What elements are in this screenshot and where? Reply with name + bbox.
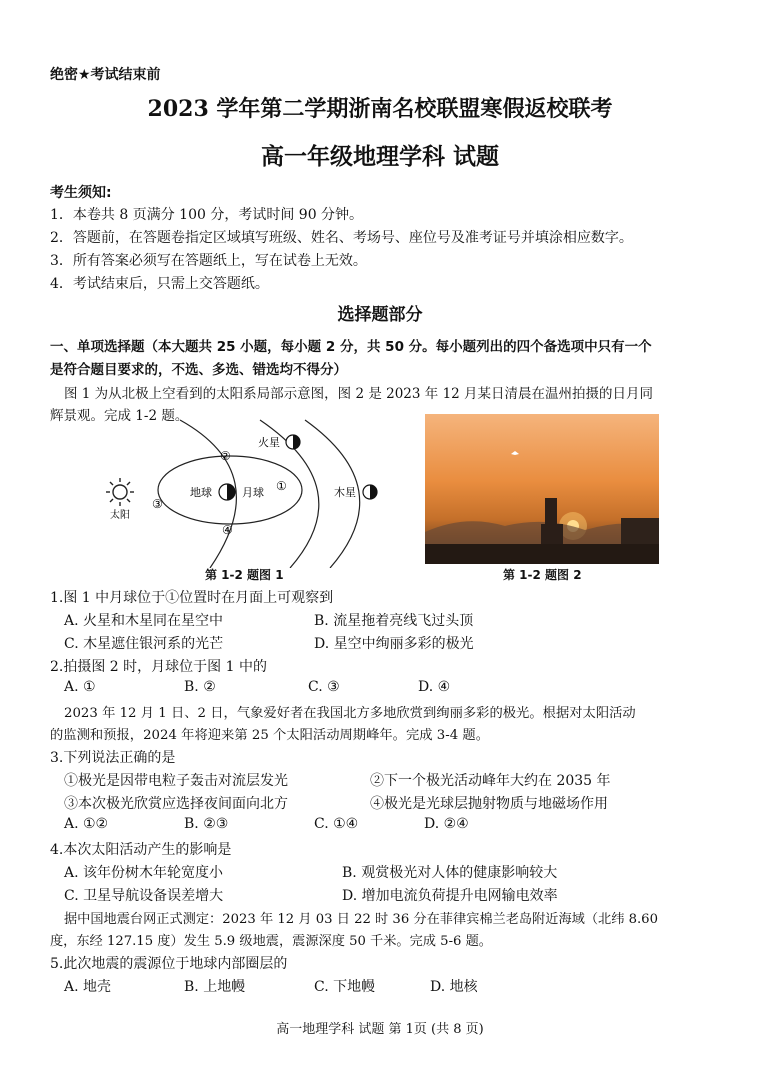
- figure1-caption: 第 1-2 题图 1: [205, 568, 284, 582]
- q2-option-d: D. ④: [418, 679, 451, 695]
- earth-icon: [219, 484, 235, 500]
- q2-option-b: B. ②: [184, 679, 216, 695]
- q3-statement-1: ①极光是因带电粒子轰击对流层发光: [64, 773, 288, 789]
- moon-label: 月球: [242, 486, 264, 499]
- jupiter-label: 木星: [334, 486, 356, 499]
- q4-option-d: D. 增加电流负荷提升电网输电效率: [342, 888, 558, 904]
- q5-option-a: A. 地壳: [64, 979, 112, 995]
- position-2-label: ②: [220, 449, 231, 463]
- position-4-label: ④: [222, 523, 233, 537]
- figure2-caption: 第 1-2 题图 2: [503, 568, 582, 582]
- question-2: 2.拍摄图 2 时，月球位于图 1 中的: [50, 659, 267, 675]
- intro-1-2: 图 1 为从北极上空看到的太阳系局部示意图，图 2 是 2023 年 12 月某日清晨在温州拍摄的日月同: [64, 386, 654, 402]
- q1-option-b: B. 流星拖着亮线飞过头顶: [314, 613, 474, 629]
- secret-label: 绝密★考试结束前: [50, 67, 161, 83]
- q4-option-b: B. 观赏极光对人体的健康影响较大: [342, 865, 558, 881]
- notice-item: 3．所有答案必须写在答题纸上，写在试卷上无效。: [50, 253, 367, 269]
- question-3: 3.下列说法正确的是: [50, 750, 176, 766]
- position-1-label: ①: [276, 479, 287, 493]
- intro-5-6-cont: 度，东经 127.15 度）发生 5.9 级地震，震源深度 50 千米。完成 5-6 题。: [50, 934, 492, 949]
- solar-system-diagram: [100, 418, 400, 568]
- intro-1-2-cont: 辉景观。完成 1-2 题。: [50, 408, 189, 424]
- q5-option-b: B. 上地幔: [184, 979, 246, 995]
- intro-5-6: 据中国地震台网正式测定：2023 年 12 月 03 日 22 时 36 分在菲律宾棉兰老岛附近海域（北纬 8.60: [64, 912, 658, 927]
- section-title: 选择题部分: [337, 305, 423, 325]
- q3-option-b: B. ②③: [184, 816, 229, 832]
- q4-option-c: C. 卫星导航设备误差增大: [64, 888, 224, 904]
- notice-item: 1．本卷共 8 页满分 100 分，考试时间 90 分钟。: [50, 207, 364, 223]
- q2-option-a: A. ①: [64, 679, 96, 695]
- notice-item: 4．考试结束后，只需上交答题纸。: [50, 276, 269, 292]
- q1-option-d: D. 星空中绚丽多彩的极光: [314, 636, 474, 652]
- q3-option-c: C. ①④: [314, 816, 359, 832]
- q1-option-a: A. 火星和木星同在星空中: [64, 613, 224, 629]
- question-5: 5.此次地震的震源位于地球内部圈层的: [50, 956, 288, 972]
- mars-icon: [286, 435, 300, 449]
- part1-instructions-cont: 是符合题目要求的，不选、多选、错选均不得分）: [50, 362, 347, 378]
- mars-label: 火星: [258, 436, 280, 449]
- page-footer: 高一地理学科 试题 第 1页 (共 8 页): [276, 1022, 484, 1037]
- q5-option-c: C. 下地幔: [314, 979, 376, 995]
- position-3-label: ③: [152, 497, 163, 511]
- question-4: 4.本次太阳活动产生的影响是: [50, 842, 232, 858]
- q3-option-a: A. ①②: [64, 816, 109, 832]
- q5-option-d: D. 地核: [430, 979, 478, 995]
- notice-item: 2．答题前，在答题卷指定区域填写班级、姓名、考场号、座位号及准考证号并填涂相应数字。: [50, 230, 633, 246]
- q3-statement-3: ③本次极光欣赏应选择夜间面向北方: [64, 796, 288, 812]
- q3-statement-2: ②下一个极光活动峰年大约在 2035 年: [370, 773, 611, 789]
- q2-option-c: C. ③: [308, 679, 340, 695]
- question-1: 1.图 1 中月球位于①位置时在月面上可观察到: [50, 590, 334, 606]
- q3-statement-4: ④极光是光球层抛射物质与地磁场作用: [370, 796, 608, 812]
- q4-option-a: A. 该年份树木年轮宽度小: [64, 865, 224, 881]
- earth-label: 地球: [190, 486, 212, 499]
- sunrise-photo: [425, 414, 659, 564]
- part1-instructions: 一、单项选择题（本大题共 25 小题，每小题 2 分，共 50 分。每小题列出的四个备选项中只有一个: [50, 339, 652, 355]
- sun-label: 太阳: [110, 510, 130, 521]
- intro-3-4: 2023 年 12 月 1 日、2 日，气象爱好者在我国北方多地欣赏到绚丽多彩的极光。根据对太阳活动: [64, 706, 636, 721]
- jupiter-icon: [363, 485, 377, 499]
- q1-option-c: C. 木星遮住银河系的光芒: [64, 636, 224, 652]
- intro-3-4-cont: 的监测和预报，2024 年将迎来第 25 个太阳活动周期峰年。完成 3-4 题。: [50, 728, 490, 743]
- q3-option-d: D. ②④: [424, 816, 469, 832]
- exam-title: 2023 学年第二学期浙南名校联盟寒假返校联考: [147, 96, 613, 122]
- notice-heading: 考生须知:: [50, 185, 112, 201]
- sun-icon: [106, 478, 134, 506]
- exam-subtitle: 高一年级地理学科 试题: [260, 143, 499, 170]
